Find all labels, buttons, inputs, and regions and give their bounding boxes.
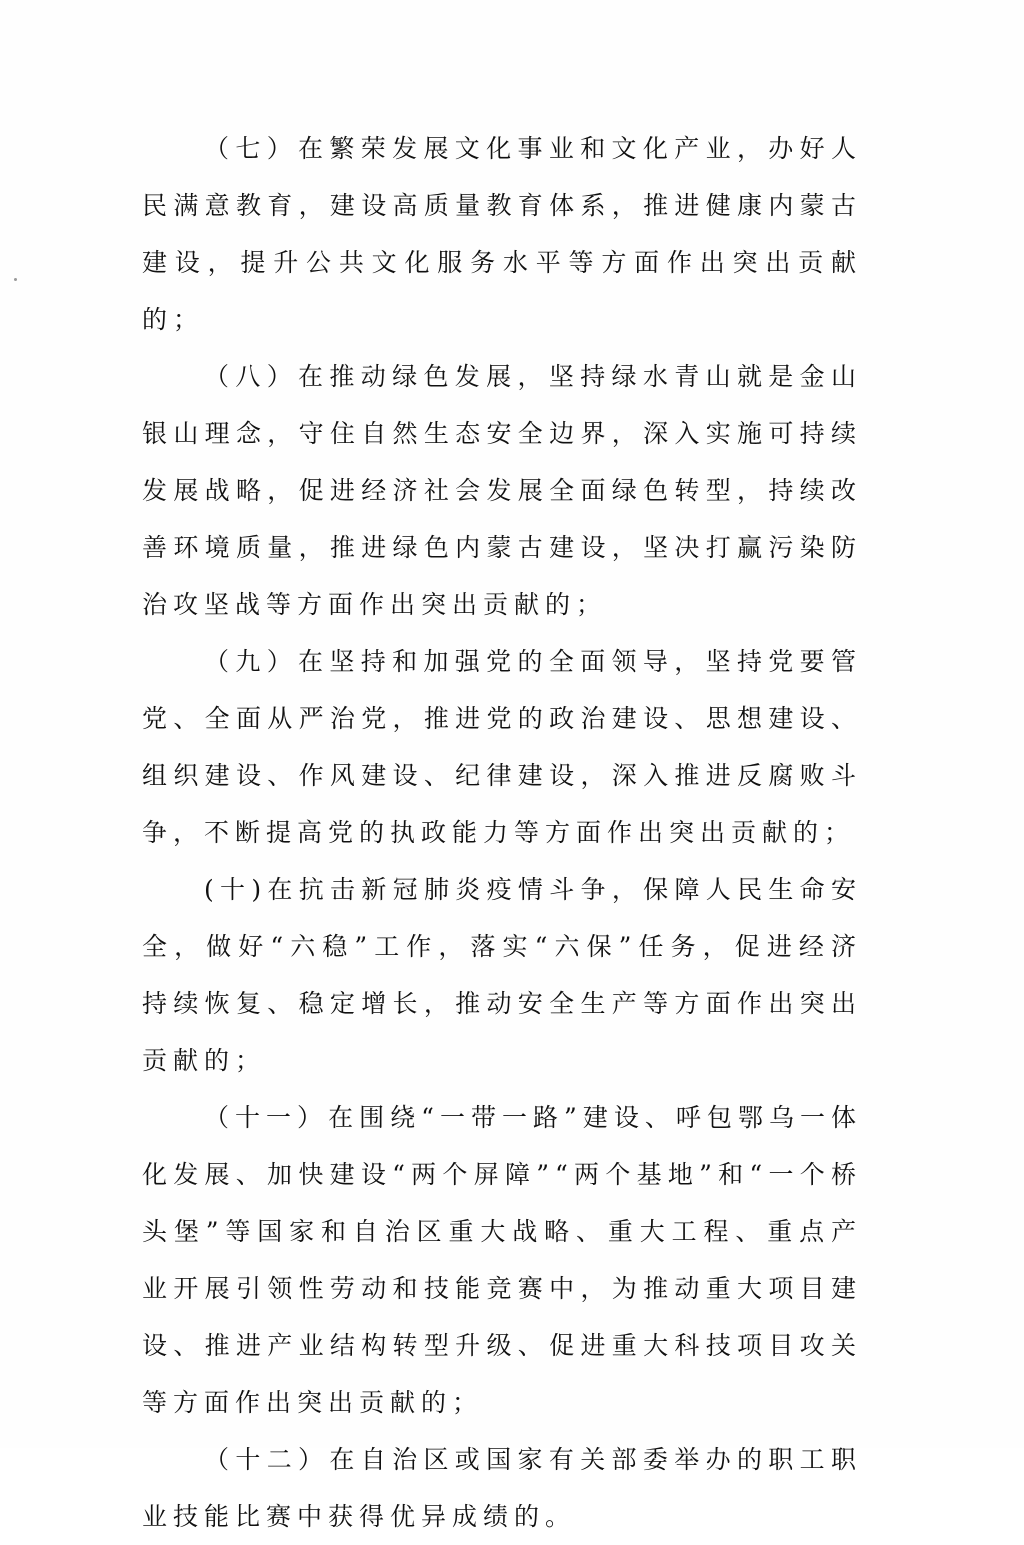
paragraph-12: （十二）在自治区或国家有关部委举办的职工职业技能比赛中获得优异成绩的。 xyxy=(142,1445,862,1531)
document-body xyxy=(142,120,862,1545)
paragraph-9: （九）在坚持和加强党的全面领导，坚持党要管党、全面从严治党，推进党的政治建设、思想建设、组织建设、作风建设、纪律建设，深入推进反腐败斗争，不断提高党的执政能力等方面作出突出贡献的； xyxy=(142,647,862,847)
paragraph-11: （十一）在围绕“一带一路”建设、呼包鄂乌一体化发展、加快建设“两个屏障”“两个基地”和“一个桥头堡”等国家和自治区重大战略、重大工程、重点产业开展引领性劳动和技能竞赛中，为推动重大项目建设、推进产业结构转型升级、促进重大科技项目攻关等方面作出突出贡献的； xyxy=(142,1103,862,1417)
paragraph-7: （七）在繁荣发展文化事业和文化产业，办好人民满意教育，建设高质量教育体系，推进健康内蒙古建设，提升公共文化服务水平等方面作出突出贡献的； xyxy=(142,134,862,334)
paragraph-10: (十)在抗击新冠肺炎疫情斗争，保障人民生命安全，做好“六稳”工作，落实“六保”任务，促进经济持续恢复、稳定增长，推动安全生产等方面作出突出贡献的； xyxy=(142,875,862,1075)
scan-speck xyxy=(14,278,17,281)
paragraph-8: （八）在推动绿色发展，坚持绿水青山就是金山银山理念，守住自然生态安全边界，深入实施可持续发展战略，促进经济社会发展全面绿色转型，持续改善环境质量，推进绿色内蒙古建设，坚决打赢污染防治攻坚战等方面作出突出贡献的； xyxy=(142,362,862,619)
